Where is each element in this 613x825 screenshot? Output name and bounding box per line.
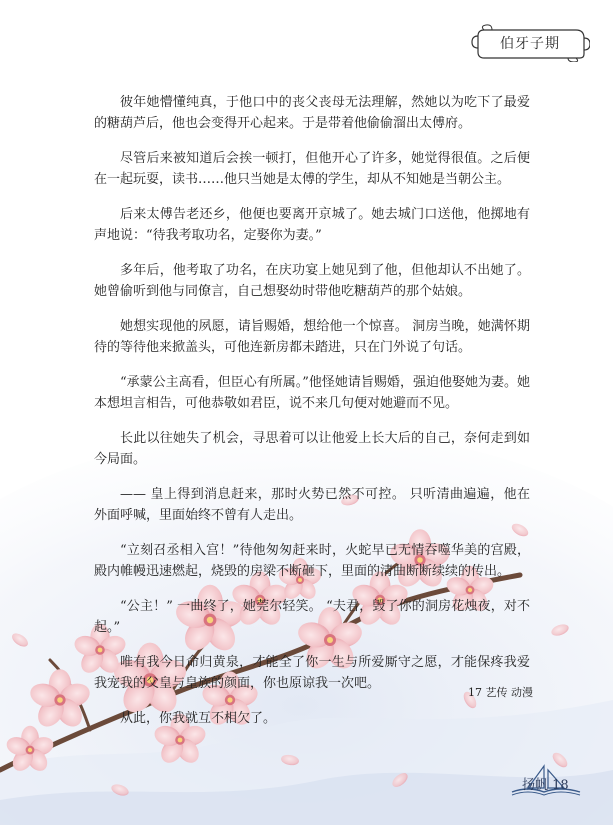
article-body: [94, 92, 530, 743]
paragraph: “公主！” 一曲终了，她莞尔轻笑。 “夫君，毁了你的洞房花烛夜，对不起。”: [94, 599, 530, 635]
paragraph: 后来太傅告老还乡，他便也要离开京城了。她去城门口送他，他掷地有声地说：“待我考取功名，定娶你为妻。”: [94, 207, 530, 243]
paragraph: “立刻召丞相入宫！”待他匆匆赶来时，火蛇早已无情吞噬华美的宫殿，殿内帷幔迅速燃起，烧毁的房梁不断砸下，里面的清曲断断续续的传出。: [94, 543, 530, 579]
page-number: 18: [552, 778, 569, 793]
paragraph: 她想实现他的夙愿，请旨赐婚，想给他一个惊喜。 洞房当晚，她满怀期待的等待他来掀盖头，可他连新房都未踏进，只在门外说了句话。: [94, 319, 530, 355]
footer-label: [522, 774, 569, 793]
column-title: 伯牙子期: [500, 36, 560, 52]
paragraph: “承蒙公主高看，但臣心有所属。”他怪她请旨赐婚，强迫他娶她为妻。她本想坦言相告，可他恭敬如君臣，说不来几句便对她避而不见。: [94, 375, 530, 411]
paragraph: 从此，你我就互不相欠了。: [120, 711, 277, 726]
paragraph: 尽管后来被知道后会挨一顿打，但他开心了许多，她觉得很值。之后便在一起玩耍，读书……他只当她是太傅的学生，却从不知她是当朝公主。: [94, 151, 530, 187]
column-banner: [470, 24, 590, 62]
magazine-name: 扬帆: [522, 778, 549, 793]
paragraph: —— 皇上得到消息赶来，那时火势已然不可控。 只听清曲遍遍，他在外面呼喊，里面始终不曾有人走出。: [94, 487, 530, 523]
author-credit: 17 艺传 动漫: [468, 686, 533, 699]
page-footer: [508, 762, 588, 798]
paragraph: 唯有我今日命归黄泉，才能全了你一生与所爱厮守之愿，才能保疼我爱我宠我的父皇与皇族的颜面，你也原谅我一次吧。: [94, 655, 530, 691]
paragraph: 彼年她懵懂纯真，于他口中的丧父丧母无法理解，然她以为吃下了最爱的糖葫芦后，他也会变得开心起来。于是带着他偷偷溜出太傅府。: [94, 95, 530, 131]
paragraph: 多年后，他考取了功名，在庆功宴上她见到了他，但他却认不出她了。她曾偷听到他与同僚言，自己想娶幼时带他吃糖葫芦的那个姑娘。: [94, 263, 530, 299]
paragraph: 长此以往她失了机会，寻思着可以让他爱上长大后的自己，奈何走到如今局面。: [94, 431, 530, 467]
